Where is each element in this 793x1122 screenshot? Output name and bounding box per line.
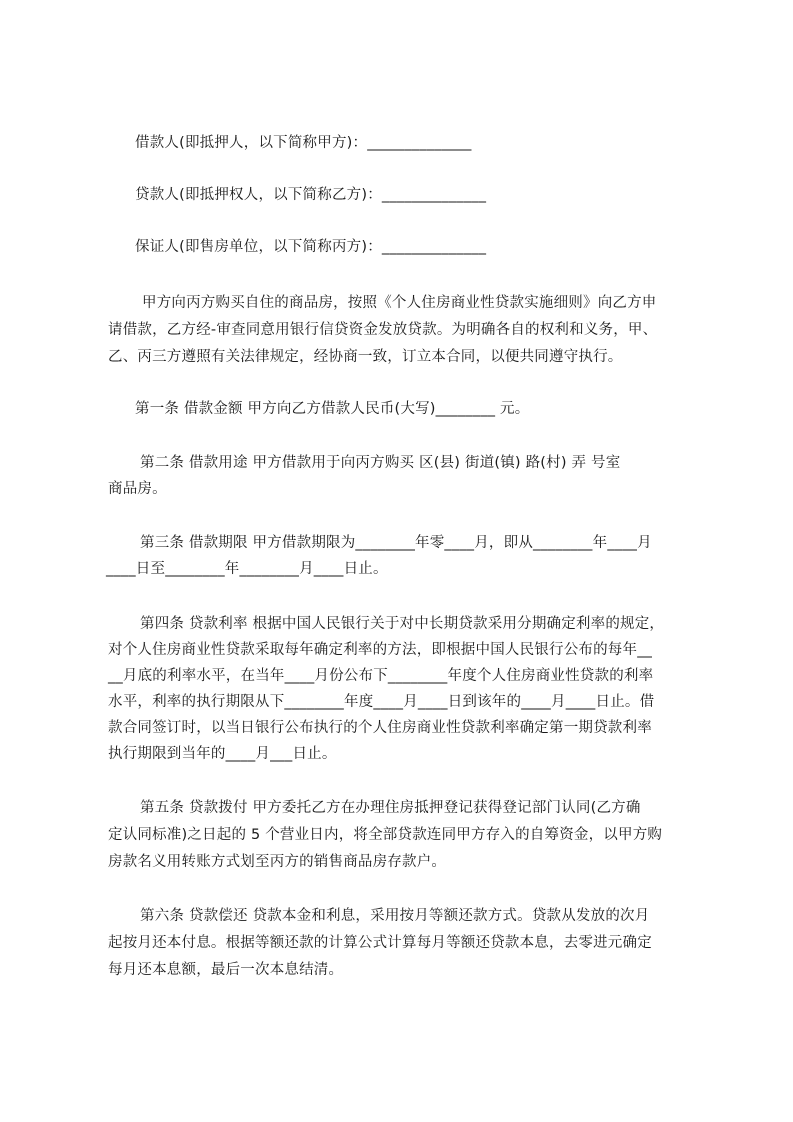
article-3-line: 第三条 借款期限 甲方借款期限为________年零____月，即从________年____月: [140, 535, 652, 551]
lender-line: 贷款人(即抵押权人，以下简称乙方)：______________: [135, 187, 487, 203]
article-2-line: 商品房。: [108, 481, 167, 497]
article-2-line: 第二条 借款用途 甲方借款用于向丙方购买 区(县) 街道(镇) 路(村) 弄 号室: [140, 455, 621, 471]
article-4-line: 执行期限到当年的____月___日止。: [108, 746, 337, 762]
borrower-line: 借款人(即抵押人，以下简称甲方)：______________: [135, 135, 472, 151]
preamble-line: 请借款，乙方经-审查同意用银行信贷资金发放贷款。为明确各自的权利和义务，甲、: [108, 322, 658, 338]
article-3-line: ____日至________年________月____日止。: [106, 561, 388, 577]
article-6-line: 每月还本息额，最后一次本息结清。: [108, 962, 344, 978]
article-6-line: 第六条 贷款偿还 贷款本金和利息，采用按月等额还款方式。贷款从发放的次月: [140, 908, 650, 924]
article-5-line: 房款名义用转账方式划至丙方的销售商品房存款户。: [108, 854, 447, 870]
article-1-line: 第一条 借款金额 甲方向乙方借款人民币(大写)________ 元。: [135, 401, 530, 417]
article-4-line: 款合同签订时，以当日银行公布执行的个人住房商业性贷款利率确定第一期贷款利率: [108, 720, 652, 736]
article-4-line: 对个人住房商业性贷款采取每年确定利率的方法，即根据中国人民银行公布的每年__: [108, 642, 653, 658]
preamble-line: 甲方向丙方购买自住的商品房，按照《个人住房商业性贷款实施细则》向乙方申: [142, 295, 657, 311]
article-6-line: 起按月还本付息。根据等额还款的计算公式计算每月等额还贷款本息，去零进元确定: [108, 935, 652, 951]
preamble-line: 乙、丙三方遵照有关法律规定，经协商一致，订立本合同，以便共同遵守执行。: [108, 349, 623, 365]
article-5-line: 定认同标准)之日起的 5 个营业日内，将全部贷款连同甲方存入的自筹资金，以甲方购: [108, 827, 663, 843]
guarantor-line: 保证人(即售房单位，以下简称丙方)：______________: [135, 239, 487, 255]
article-4-line: 第四条 贷款利率 根据中国人民银行关于对中长期贷款采用分期确定利率的规定，: [140, 616, 665, 632]
article-4-line: 水平，利率的执行期限从下________年度____月____日到该年的____月____日止。借: [108, 694, 655, 710]
article-5-line: 第五条 贷款拨付 甲方委托乙方在办理住房抵押登记获得登记部门认同(乙方确: [140, 800, 641, 816]
article-4-line: __月底的利率水平，在当年____月份公布下________年度个人住房商业性贷款的利率: [108, 668, 654, 684]
